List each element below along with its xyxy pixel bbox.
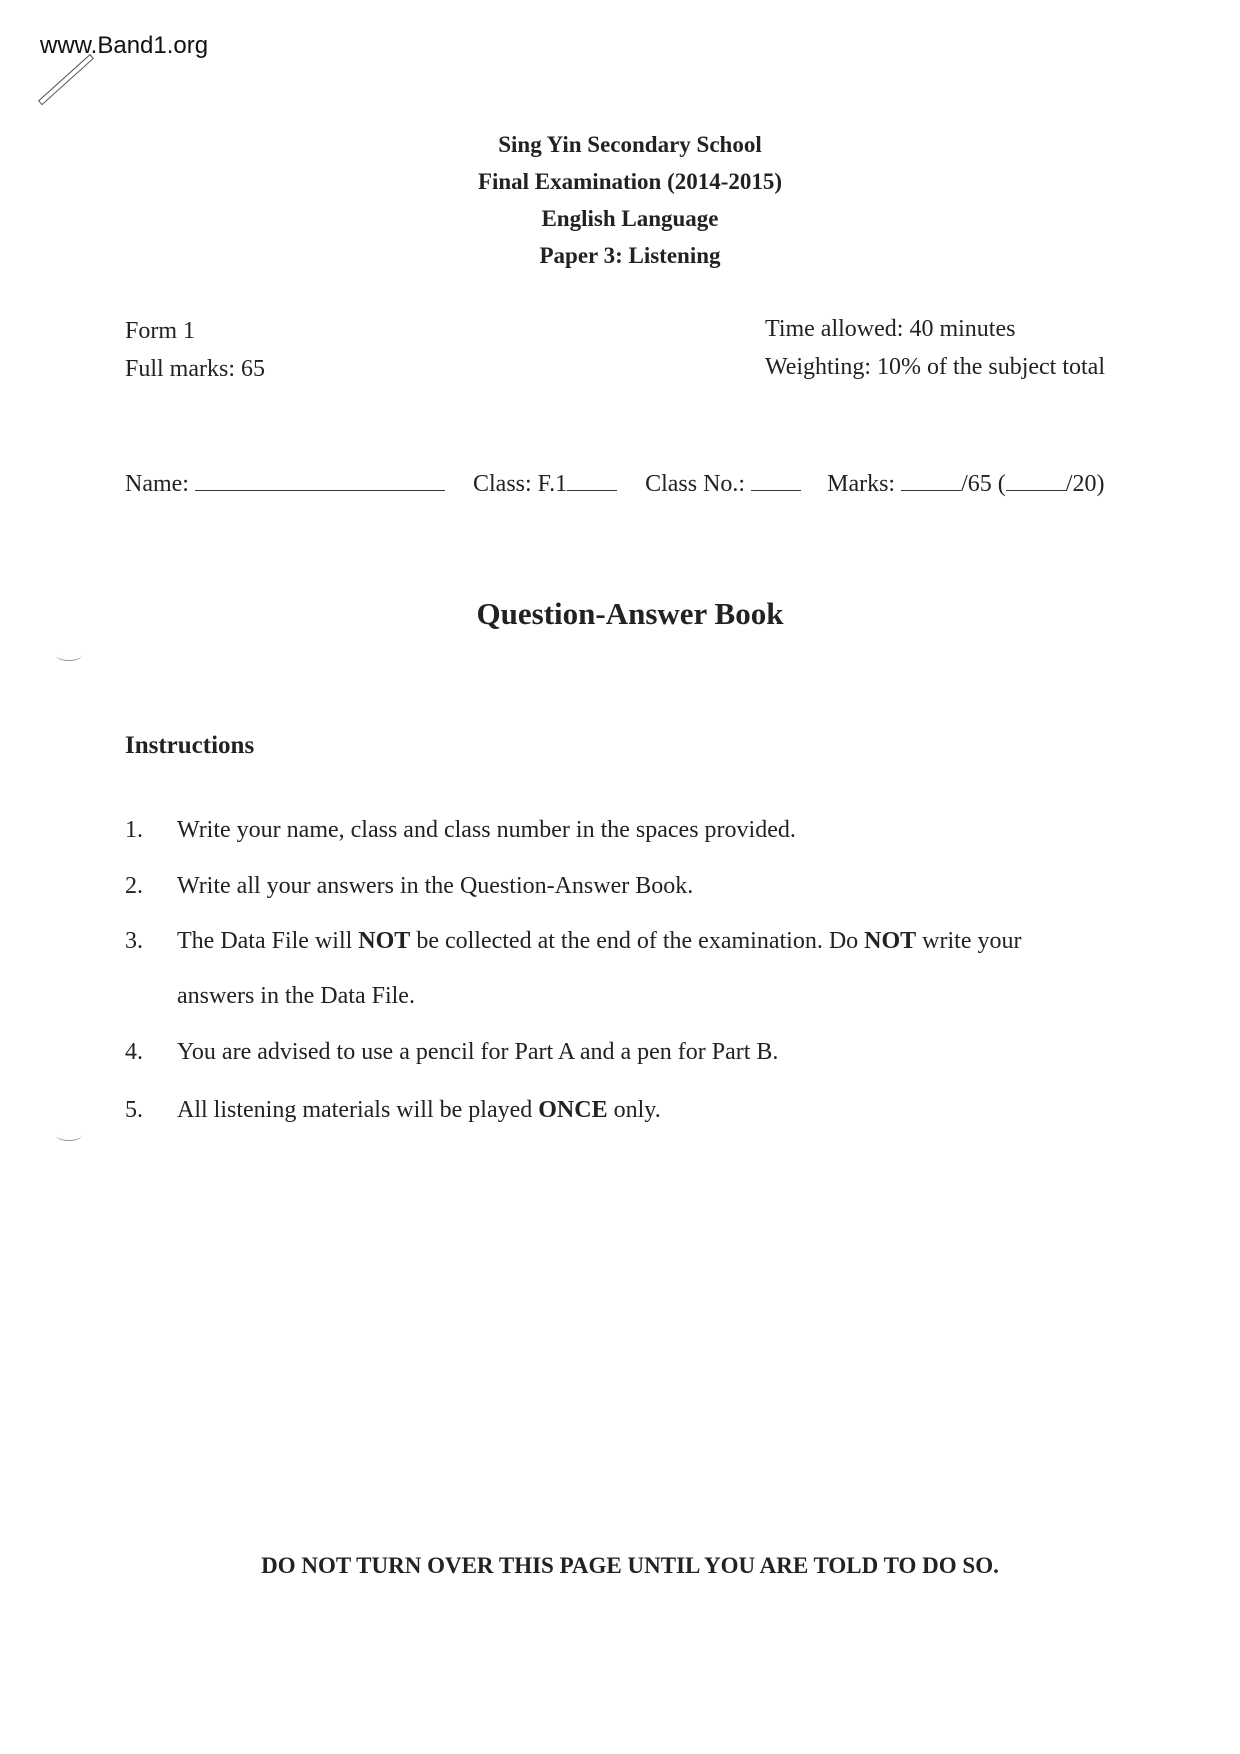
- scan-mark: [56, 1130, 82, 1141]
- school-name: Sing Yin Secondary School: [498, 132, 762, 157]
- class-no-label: Class No.:: [645, 471, 746, 497]
- full-marks: Full marks: 65: [125, 356, 266, 382]
- scan-mark: [56, 650, 82, 661]
- pen-stroke-mark: [38, 54, 94, 105]
- item-text: All listening materials will be played: [177, 1097, 539, 1123]
- instruction-item: [125, 1039, 778, 1066]
- book-title: Question-Answer Book: [476, 596, 784, 631]
- item-text: only.: [607, 1097, 661, 1123]
- marks-total: /65 (: [961, 471, 1006, 497]
- paper-title: Paper 3: Listening: [539, 243, 721, 268]
- item-text: You are advised to use a pencil for Part A and a pen for Part B.: [177, 1039, 779, 1065]
- form-label: Form 1: [125, 318, 196, 344]
- class-label: Class: F.1: [472, 471, 568, 497]
- item-emphasis: NOT: [358, 928, 411, 954]
- item-emphasis: NOT: [864, 928, 917, 954]
- marks-label: Marks:: [827, 471, 896, 497]
- watermark: www.Band1.org: [40, 32, 209, 59]
- weighting: Weighting: 10% of the subject total: [765, 354, 1105, 380]
- footer-warning: DO NOT TURN OVER THIS PAGE UNTIL YOU ARE TOLD TO DO SO.: [261, 1553, 999, 1578]
- item-number: 3.: [125, 928, 143, 954]
- name-field[interactable]: [195, 470, 445, 491]
- item-number: 1.: [125, 817, 143, 843]
- class-no-field[interactable]: [751, 470, 801, 491]
- item-emphasis: ONCE: [538, 1097, 608, 1123]
- marks-scaled-field[interactable]: [1006, 470, 1066, 491]
- instruction-item: [125, 817, 796, 844]
- item-number: 5.: [125, 1097, 143, 1123]
- instruction-item: [125, 1097, 661, 1124]
- marks-field[interactable]: [901, 470, 961, 491]
- item-text: write your: [916, 928, 1022, 954]
- item-text: The Data File will: [177, 928, 359, 954]
- class-field[interactable]: [567, 470, 617, 491]
- instructions-heading: Instructions: [125, 732, 255, 759]
- name-label: Name:: [125, 471, 189, 497]
- item-text: be collected at the end of the examination. Do: [410, 928, 865, 954]
- marks-scaled: /20): [1065, 471, 1105, 497]
- time-allowed: Time allowed: 40 minutes: [765, 316, 1016, 342]
- exam-title: Final Examination (2014-2015): [477, 169, 783, 194]
- student-info-row: [125, 470, 1104, 498]
- item-text: Write all your answers in the Question-Answer Book.: [177, 873, 694, 899]
- instruction-item: [125, 873, 693, 900]
- instruction-item: [125, 928, 1021, 955]
- instruction-item-continuation: answers in the Data File.: [177, 983, 415, 1009]
- item-text: Write your name, class and class number in the spaces provided.: [177, 817, 796, 843]
- subject-title: English Language: [541, 206, 719, 231]
- item-number: 4.: [125, 1039, 143, 1065]
- item-number: 2.: [125, 873, 143, 899]
